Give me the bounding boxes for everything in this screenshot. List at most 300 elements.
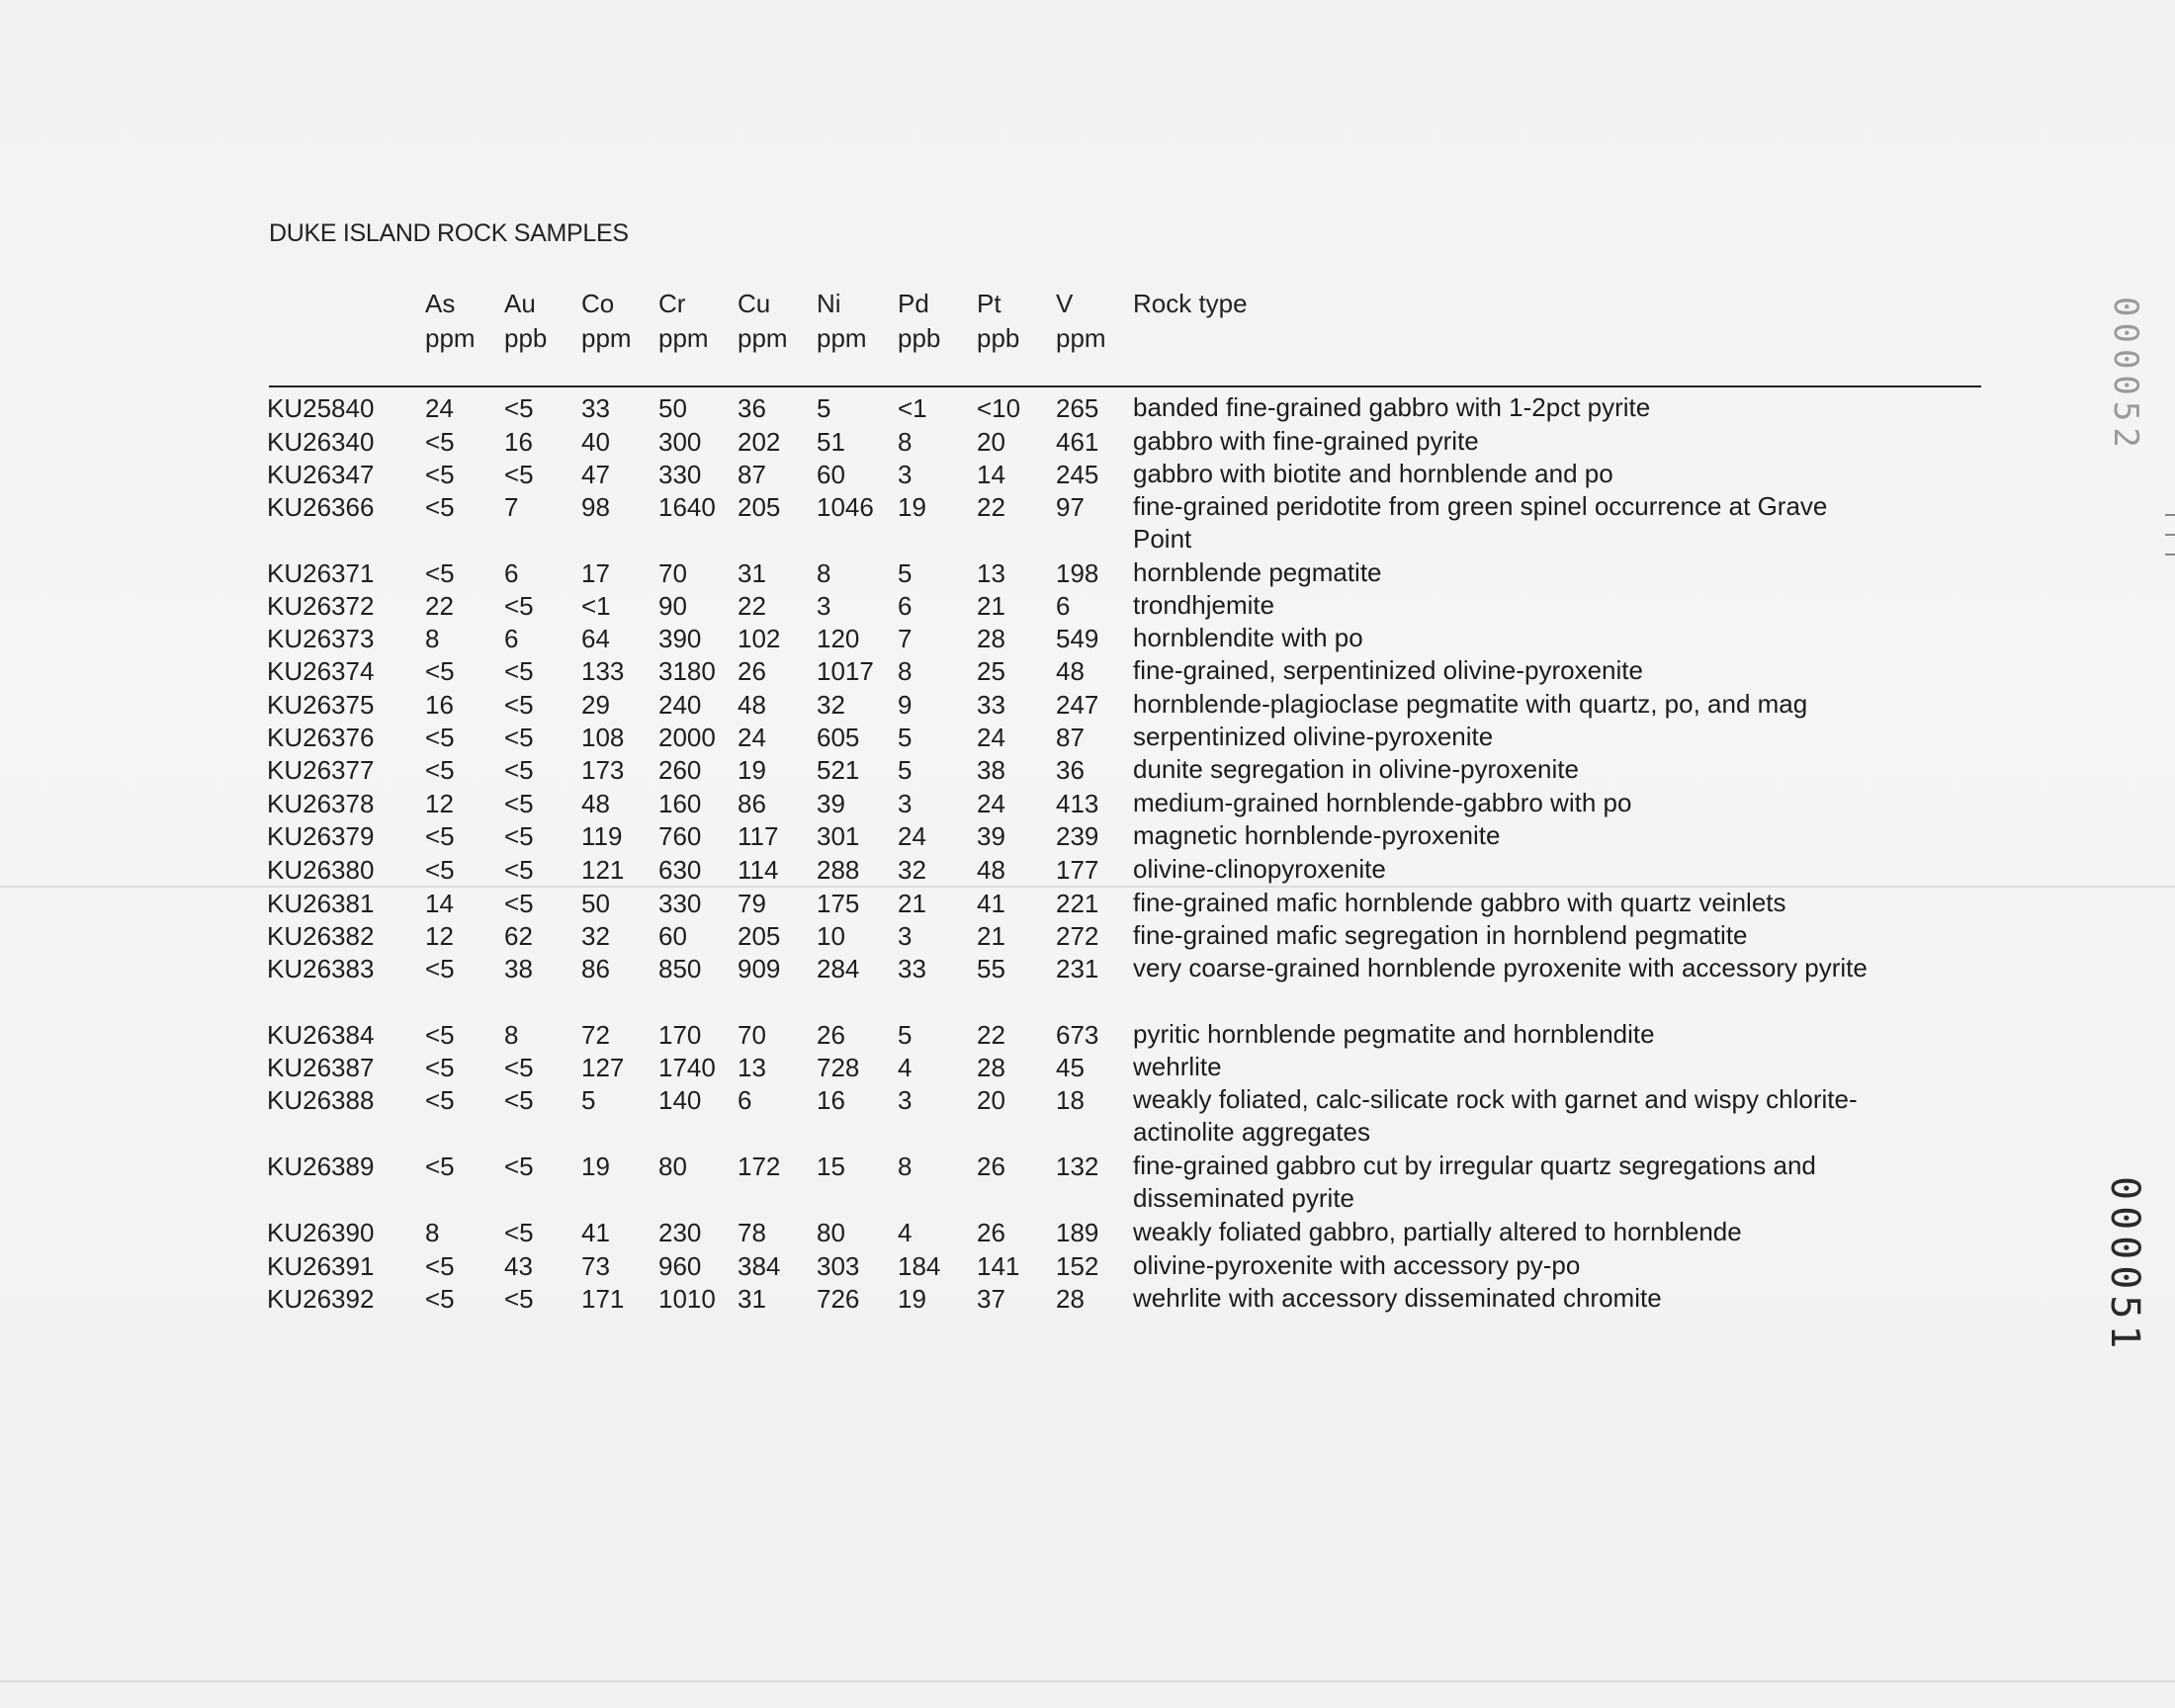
value-cell-cu: 70 <box>738 1020 766 1050</box>
column-header-pt <box>977 287 1019 356</box>
value-cell-cu: 22 <box>738 591 766 621</box>
value-cell-au: 38 <box>504 954 533 983</box>
value-cell-pt: 14 <box>977 460 1005 489</box>
value-cell-co: 121 <box>581 855 625 885</box>
value-cell-pt: 20 <box>977 1085 1005 1115</box>
column-element-label: Au <box>504 289 536 318</box>
value-cell-pd: 4 <box>898 1053 913 1082</box>
value-cell-cu: 26 <box>738 656 766 686</box>
column-header-cr <box>658 287 709 356</box>
value-cell-au: 7 <box>504 492 519 522</box>
document-title: DUKE ISLAND ROCK SAMPLES <box>269 219 629 247</box>
value-cell-pd: 3 <box>898 1085 913 1115</box>
value-cell-cr: 390 <box>658 624 702 653</box>
sample-id-cell: KU26373 <box>267 624 375 653</box>
rock-type-cell: pyritic hornblende pegmatite and hornblendite <box>1133 1019 1655 1049</box>
value-cell-as: <5 <box>425 1053 455 1082</box>
value-cell-au: <5 <box>504 690 534 720</box>
value-cell-au: 6 <box>504 558 519 588</box>
rock-type-cell: fine-grained gabbro cut by irregular quartz segregations and disseminated pyrite <box>1133 1151 1816 1213</box>
value-cell-co: 173 <box>581 755 625 785</box>
value-cell-co: 40 <box>581 427 610 457</box>
value-cell-pd: 19 <box>898 492 926 522</box>
value-cell-v: 97 <box>1056 492 1085 522</box>
value-cell-as: 8 <box>425 1218 440 1247</box>
value-cell-as: <5 <box>425 1085 455 1115</box>
value-cell-pt: 37 <box>977 1284 1005 1314</box>
value-cell-v: 231 <box>1056 954 1099 983</box>
value-cell-pt: 24 <box>977 789 1005 818</box>
value-cell-pt: 38 <box>977 755 1005 785</box>
rock-type-cell: gabbro with fine-grained pyrite <box>1133 426 1479 456</box>
rock-type-cell: weakly foliated, calc-silicate rock with garnet and wispy chlorite-actinolite aggregates <box>1133 1084 1858 1147</box>
value-cell-v: 189 <box>1056 1218 1099 1247</box>
value-cell-as: <5 <box>425 558 455 588</box>
value-cell-pt: 22 <box>977 1020 1005 1050</box>
value-cell-v: 6 <box>1056 591 1071 621</box>
value-cell-v: 28 <box>1056 1284 1085 1314</box>
value-cell-co: 64 <box>581 624 610 653</box>
sample-id-cell: KU26366 <box>267 492 375 522</box>
value-cell-cu: 13 <box>738 1053 766 1082</box>
column-header-pd <box>898 287 940 356</box>
value-cell-pd: 24 <box>898 821 926 851</box>
value-cell-cr: 1640 <box>658 492 716 522</box>
sample-id-cell: KU26379 <box>267 821 375 851</box>
value-cell-pd: 7 <box>898 624 913 653</box>
value-cell-pd: 21 <box>898 889 926 918</box>
rock-type-cell: trondhjemite <box>1133 590 1275 620</box>
value-cell-v: 198 <box>1056 558 1099 588</box>
value-cell-au: <5 <box>504 789 534 818</box>
sample-id-cell: KU26340 <box>267 427 375 457</box>
value-cell-pd: 19 <box>898 1284 926 1314</box>
value-cell-pt: 141 <box>977 1251 1020 1281</box>
rock-type-cell: hornblende-plagioclase pegmatite with quartz, po, and mag <box>1133 689 1808 719</box>
sample-id-cell: KU26347 <box>267 460 375 489</box>
value-cell-ni: 288 <box>817 855 860 885</box>
value-cell-pd: 5 <box>898 558 913 588</box>
value-cell-cu: 31 <box>738 1284 766 1314</box>
value-cell-v: 18 <box>1056 1085 1085 1115</box>
value-cell-co: 17 <box>581 558 610 588</box>
value-cell-ni: 303 <box>817 1251 860 1281</box>
value-cell-v: 48 <box>1056 656 1085 686</box>
value-cell-au: <5 <box>504 855 534 885</box>
rock-type-cell: fine-grained, serpentinized olivine-pyroxenite <box>1133 655 1643 685</box>
edge-mark <box>2165 534 2175 536</box>
value-cell-pd: 5 <box>898 723 913 752</box>
column-unit-label: ppb <box>504 323 548 353</box>
value-cell-v: 247 <box>1056 690 1099 720</box>
value-cell-au: <5 <box>504 1218 534 1247</box>
value-cell-co: 86 <box>581 954 610 983</box>
value-cell-v: 177 <box>1056 855 1099 885</box>
value-cell-v: 413 <box>1056 789 1099 818</box>
value-cell-cu: 79 <box>738 889 766 918</box>
rock-type-cell: serpentinized olivine-pyroxenite <box>1133 722 1494 751</box>
sample-id-cell: KU26390 <box>267 1218 375 1247</box>
column-element-label: Co <box>581 289 615 318</box>
value-cell-v: 245 <box>1056 460 1099 489</box>
value-cell-cu: 117 <box>738 821 779 851</box>
value-cell-pd: 8 <box>898 427 913 457</box>
value-cell-pt: 28 <box>977 624 1005 653</box>
value-cell-co: 48 <box>581 789 610 818</box>
value-cell-as: <5 <box>425 855 455 885</box>
value-cell-ni: 175 <box>817 889 860 918</box>
value-cell-as: <5 <box>425 460 455 489</box>
rock-type-cell: weakly foliated gabbro, partially altered to hornblende <box>1133 1217 1742 1246</box>
value-cell-as: 22 <box>425 591 454 621</box>
value-cell-cr: 2000 <box>658 723 716 752</box>
value-cell-au: 8 <box>504 1020 519 1050</box>
value-cell-cu: 48 <box>738 690 766 720</box>
column-element-label: Cr <box>658 289 686 318</box>
value-cell-cr: 240 <box>658 690 702 720</box>
value-cell-au: <5 <box>504 1053 534 1082</box>
rock-type-cell: banded fine-grained gabbro with 1-2pct pyrite <box>1133 392 1651 422</box>
column-element-label: As <box>425 289 456 318</box>
value-cell-co: 72 <box>581 1020 610 1050</box>
value-cell-pd: 8 <box>898 1152 913 1181</box>
column-header-v <box>1056 287 1106 356</box>
value-cell-pd: 3 <box>898 460 913 489</box>
sample-id-cell: KU26371 <box>267 558 375 588</box>
value-cell-v: 36 <box>1056 755 1085 785</box>
rock-type-cell: fine-grained peridotite from green spinel occurrence at Grave Point <box>1133 491 1828 554</box>
value-cell-cu: 78 <box>738 1218 766 1247</box>
value-cell-cr: 330 <box>658 460 702 489</box>
value-cell-pt: 48 <box>977 855 1005 885</box>
value-cell-pd: 3 <box>898 789 913 818</box>
value-cell-as: 14 <box>425 889 454 918</box>
value-cell-pt: 24 <box>977 723 1005 752</box>
value-cell-as: <5 <box>425 656 455 686</box>
value-cell-cr: 3180 <box>658 656 716 686</box>
value-cell-ni: 60 <box>817 460 845 489</box>
value-cell-au: <5 <box>504 460 534 489</box>
value-cell-as: 8 <box>425 624 440 653</box>
column-header-ni <box>817 287 867 356</box>
rock-type-cell: hornblendite with po <box>1133 623 1363 652</box>
value-cell-cr: 760 <box>658 821 702 851</box>
margin-stamp-page-number: 000051 <box>2102 1176 2147 1355</box>
value-cell-co: 73 <box>581 1251 610 1281</box>
column-header-au <box>504 287 547 356</box>
value-cell-cu: 102 <box>738 624 781 653</box>
value-cell-cr: 60 <box>658 921 687 951</box>
value-cell-cu: 87 <box>738 460 766 489</box>
value-cell-cu: 909 <box>738 954 781 983</box>
column-header-cu <box>738 287 788 356</box>
value-cell-v: 221 <box>1056 889 1099 918</box>
value-cell-co: 171 <box>581 1284 625 1314</box>
value-cell-co: 19 <box>581 1152 610 1181</box>
value-cell-as: <5 <box>425 723 455 752</box>
value-cell-pt: 41 <box>977 889 1005 918</box>
value-cell-cu: 384 <box>738 1251 781 1281</box>
value-cell-pt: 55 <box>977 954 1005 983</box>
value-cell-cr: 140 <box>658 1085 702 1115</box>
value-cell-cu: 36 <box>738 393 766 423</box>
value-cell-co: 133 <box>581 656 625 686</box>
value-cell-cu: 205 <box>738 921 781 951</box>
value-cell-ni: 728 <box>817 1053 860 1082</box>
sample-id-cell: KU26387 <box>267 1053 375 1082</box>
value-cell-pt: 28 <box>977 1053 1005 1082</box>
value-cell-pd: <1 <box>898 393 927 423</box>
value-cell-cr: 50 <box>658 393 687 423</box>
value-cell-as: <5 <box>425 492 455 522</box>
value-cell-cu: 202 <box>738 427 781 457</box>
value-cell-au: <5 <box>504 821 534 851</box>
value-cell-co: 33 <box>581 393 610 423</box>
value-cell-au: 43 <box>504 1251 533 1281</box>
value-cell-co: 119 <box>581 821 623 851</box>
value-cell-co: 32 <box>581 921 610 951</box>
value-cell-au: <5 <box>504 723 534 752</box>
value-cell-pd: 32 <box>898 855 926 885</box>
value-cell-cr: 160 <box>658 789 702 818</box>
sample-id-cell: KU26376 <box>267 723 375 752</box>
value-cell-ni: 301 <box>817 821 860 851</box>
value-cell-co: 47 <box>581 460 610 489</box>
value-cell-ni: 1046 <box>817 492 874 522</box>
rock-type-cell: dunite segregation in olivine-pyroxenite <box>1133 754 1579 784</box>
sample-id-cell: KU26374 <box>267 656 375 686</box>
value-cell-au: <5 <box>504 755 534 785</box>
sample-id-cell: KU26381 <box>267 889 375 918</box>
value-cell-pd: 4 <box>898 1218 913 1247</box>
value-cell-ni: 3 <box>817 591 831 621</box>
value-cell-ni: 1017 <box>817 656 874 686</box>
margin-stamp-faded: 000052 <box>2106 297 2145 454</box>
value-cell-as: 16 <box>425 690 454 720</box>
value-cell-ni: 120 <box>817 624 860 653</box>
value-cell-co: 41 <box>581 1218 610 1247</box>
column-header-rock-type: Rock type <box>1133 289 1248 318</box>
value-cell-pd: 5 <box>898 1020 913 1050</box>
value-cell-au: <5 <box>504 591 534 621</box>
rock-type-cell: medium-grained hornblende-gabbro with po <box>1133 788 1632 817</box>
value-cell-cu: 6 <box>738 1085 752 1115</box>
value-cell-as: 12 <box>425 789 454 818</box>
sample-id-cell: KU26377 <box>267 755 375 785</box>
value-cell-au: <5 <box>504 1152 534 1181</box>
value-cell-cr: 260 <box>658 755 702 785</box>
value-cell-v: 265 <box>1056 393 1099 423</box>
rock-type-cell: fine-grained mafic segregation in hornblend pegmatite <box>1133 920 1748 950</box>
value-cell-as: <5 <box>425 1020 455 1050</box>
sample-id-cell: KU26384 <box>267 1020 375 1050</box>
column-unit-label: ppm <box>1056 323 1106 353</box>
rock-type-cell: olivine-pyroxenite with accessory py-po <box>1133 1250 1581 1280</box>
value-cell-as: <5 <box>425 755 455 785</box>
value-cell-pd: 6 <box>898 591 913 621</box>
sample-id-cell: KU26391 <box>267 1251 375 1281</box>
value-cell-pd: 5 <box>898 755 913 785</box>
value-cell-v: 673 <box>1056 1020 1099 1050</box>
value-cell-pt: 13 <box>977 558 1005 588</box>
column-unit-label: ppm <box>425 323 476 353</box>
value-cell-as: <5 <box>425 427 455 457</box>
value-cell-au: <5 <box>504 889 534 918</box>
value-cell-ni: 16 <box>817 1085 845 1115</box>
value-cell-cr: 70 <box>658 558 687 588</box>
value-cell-ni: 10 <box>817 921 845 951</box>
value-cell-co: 29 <box>581 690 610 720</box>
value-cell-ni: 26 <box>817 1020 845 1050</box>
value-cell-ni: 51 <box>817 427 845 457</box>
rock-type-cell: fine-grained mafic hornblende gabbro with quartz veinlets <box>1133 888 1786 917</box>
value-cell-pt: 33 <box>977 690 1005 720</box>
value-cell-pt: 39 <box>977 821 1005 851</box>
value-cell-co: 108 <box>581 723 625 752</box>
value-cell-cr: 300 <box>658 427 702 457</box>
value-cell-as: 24 <box>425 393 454 423</box>
value-cell-ni: 5 <box>817 393 831 423</box>
edge-mark <box>2165 514 2175 516</box>
value-cell-v: 239 <box>1056 821 1099 851</box>
value-cell-cr: 330 <box>658 889 702 918</box>
value-cell-cr: 960 <box>658 1251 702 1281</box>
value-cell-pt: 26 <box>977 1218 1005 1247</box>
value-cell-pt: <10 <box>977 393 1021 423</box>
value-cell-cr: 90 <box>658 591 687 621</box>
value-cell-v: 549 <box>1056 624 1099 653</box>
value-cell-pt: 25 <box>977 656 1005 686</box>
column-element-label: Cu <box>738 289 771 318</box>
value-cell-cu: 19 <box>738 755 766 785</box>
column-unit-label: ppm <box>738 323 788 353</box>
value-cell-cr: 170 <box>658 1020 702 1050</box>
value-cell-v: 461 <box>1056 427 1099 457</box>
value-cell-ni: 80 <box>817 1218 845 1247</box>
header-rule <box>269 385 1981 387</box>
value-cell-pt: 22 <box>977 492 1005 522</box>
value-cell-cu: 31 <box>738 558 766 588</box>
value-cell-cu: 114 <box>738 855 779 885</box>
column-header-co <box>581 287 632 356</box>
value-cell-ni: 15 <box>817 1152 845 1181</box>
value-cell-as: <5 <box>425 821 455 851</box>
value-cell-as: <5 <box>425 954 455 983</box>
value-cell-ni: 8 <box>817 558 831 588</box>
value-cell-cr: 80 <box>658 1152 687 1181</box>
value-cell-pd: 8 <box>898 656 913 686</box>
value-cell-au: 6 <box>504 624 519 653</box>
rock-type-cell: wehrlite <box>1133 1052 1222 1081</box>
value-cell-cu: 24 <box>738 723 766 752</box>
value-cell-pt: 21 <box>977 591 1005 621</box>
value-cell-au: <5 <box>504 656 534 686</box>
value-cell-v: 272 <box>1056 921 1099 951</box>
value-cell-cr: 850 <box>658 954 702 983</box>
sample-id-cell: KU26392 <box>267 1284 375 1314</box>
column-unit-label: ppb <box>977 323 1020 353</box>
sample-id-cell: KU26372 <box>267 591 375 621</box>
value-cell-as: <5 <box>425 1152 455 1181</box>
rock-type-cell: olivine-clinopyroxenite <box>1133 854 1386 884</box>
column-element-label: Pd <box>898 289 929 318</box>
value-cell-cu: 86 <box>738 789 766 818</box>
value-cell-co: 5 <box>581 1085 596 1115</box>
value-cell-cu: 172 <box>738 1152 781 1181</box>
edge-mark <box>2165 554 2175 555</box>
value-cell-au: <5 <box>504 1284 534 1314</box>
value-cell-ni: 32 <box>817 690 845 720</box>
value-cell-au: <5 <box>504 393 534 423</box>
value-cell-v: 87 <box>1056 723 1085 752</box>
sample-id-cell: KU26389 <box>267 1152 375 1181</box>
value-cell-ni: 605 <box>817 723 860 752</box>
value-cell-co: <1 <box>581 591 611 621</box>
sample-id-cell: KU26382 <box>267 921 375 951</box>
column-unit-label: ppm <box>658 323 709 353</box>
column-unit-label: ppm <box>817 323 867 353</box>
value-cell-pd: 9 <box>898 690 913 720</box>
value-cell-ni: 726 <box>817 1284 860 1314</box>
sample-id-cell: KU26383 <box>267 954 375 983</box>
column-unit-label: ppm <box>581 323 632 353</box>
column-header-as <box>425 287 476 356</box>
value-cell-ni: 521 <box>817 755 860 785</box>
column-unit-label: ppb <box>898 323 941 353</box>
value-cell-au: 62 <box>504 921 533 951</box>
rock-type-cell: wehrlite with accessory disseminated chromite <box>1133 1283 1662 1313</box>
value-cell-v: 132 <box>1056 1152 1099 1181</box>
rock-type-cell: hornblende pegmatite <box>1133 557 1382 587</box>
value-cell-cr: 1010 <box>658 1284 716 1314</box>
sample-id-cell: KU26375 <box>267 690 375 720</box>
column-element-label: Ni <box>817 289 841 318</box>
value-cell-ni: 284 <box>817 954 860 983</box>
value-cell-v: 45 <box>1056 1053 1085 1082</box>
sample-id-cell: KU26388 <box>267 1085 375 1115</box>
column-element-label: V <box>1056 289 1074 318</box>
value-cell-pd: 33 <box>898 954 926 983</box>
value-cell-cr: 1740 <box>658 1053 716 1082</box>
scan-edge-line <box>0 1680 2175 1682</box>
value-cell-co: 127 <box>581 1053 625 1082</box>
value-cell-pd: 184 <box>898 1251 941 1281</box>
value-cell-cr: 630 <box>658 855 702 885</box>
value-cell-v: 152 <box>1056 1251 1099 1281</box>
value-cell-co: 98 <box>581 492 610 522</box>
value-cell-cr: 230 <box>658 1218 702 1247</box>
value-cell-co: 50 <box>581 889 610 918</box>
sample-id-cell: KU26380 <box>267 855 375 885</box>
rock-type-cell: very coarse-grained hornblende pyroxenite with accessory pyrite <box>1133 953 1868 982</box>
sample-id-cell: KU26378 <box>267 789 375 818</box>
rock-type-cell: gabbro with biotite and hornblende and po <box>1133 459 1613 488</box>
value-cell-as: <5 <box>425 1284 455 1314</box>
value-cell-ni: 39 <box>817 789 845 818</box>
value-cell-as: 12 <box>425 921 454 951</box>
value-cell-pt: 20 <box>977 427 1005 457</box>
sample-id-cell: KU25840 <box>267 393 375 423</box>
value-cell-au: 16 <box>504 427 533 457</box>
value-cell-au: <5 <box>504 1085 534 1115</box>
value-cell-as: <5 <box>425 1251 455 1281</box>
rock-type-cell: magnetic hornblende-pyroxenite <box>1133 820 1501 850</box>
value-cell-pd: 3 <box>898 921 913 951</box>
value-cell-pt: 26 <box>977 1152 1005 1181</box>
column-element-label: Pt <box>977 289 1001 318</box>
value-cell-pt: 21 <box>977 921 1005 951</box>
value-cell-cu: 205 <box>738 492 781 522</box>
